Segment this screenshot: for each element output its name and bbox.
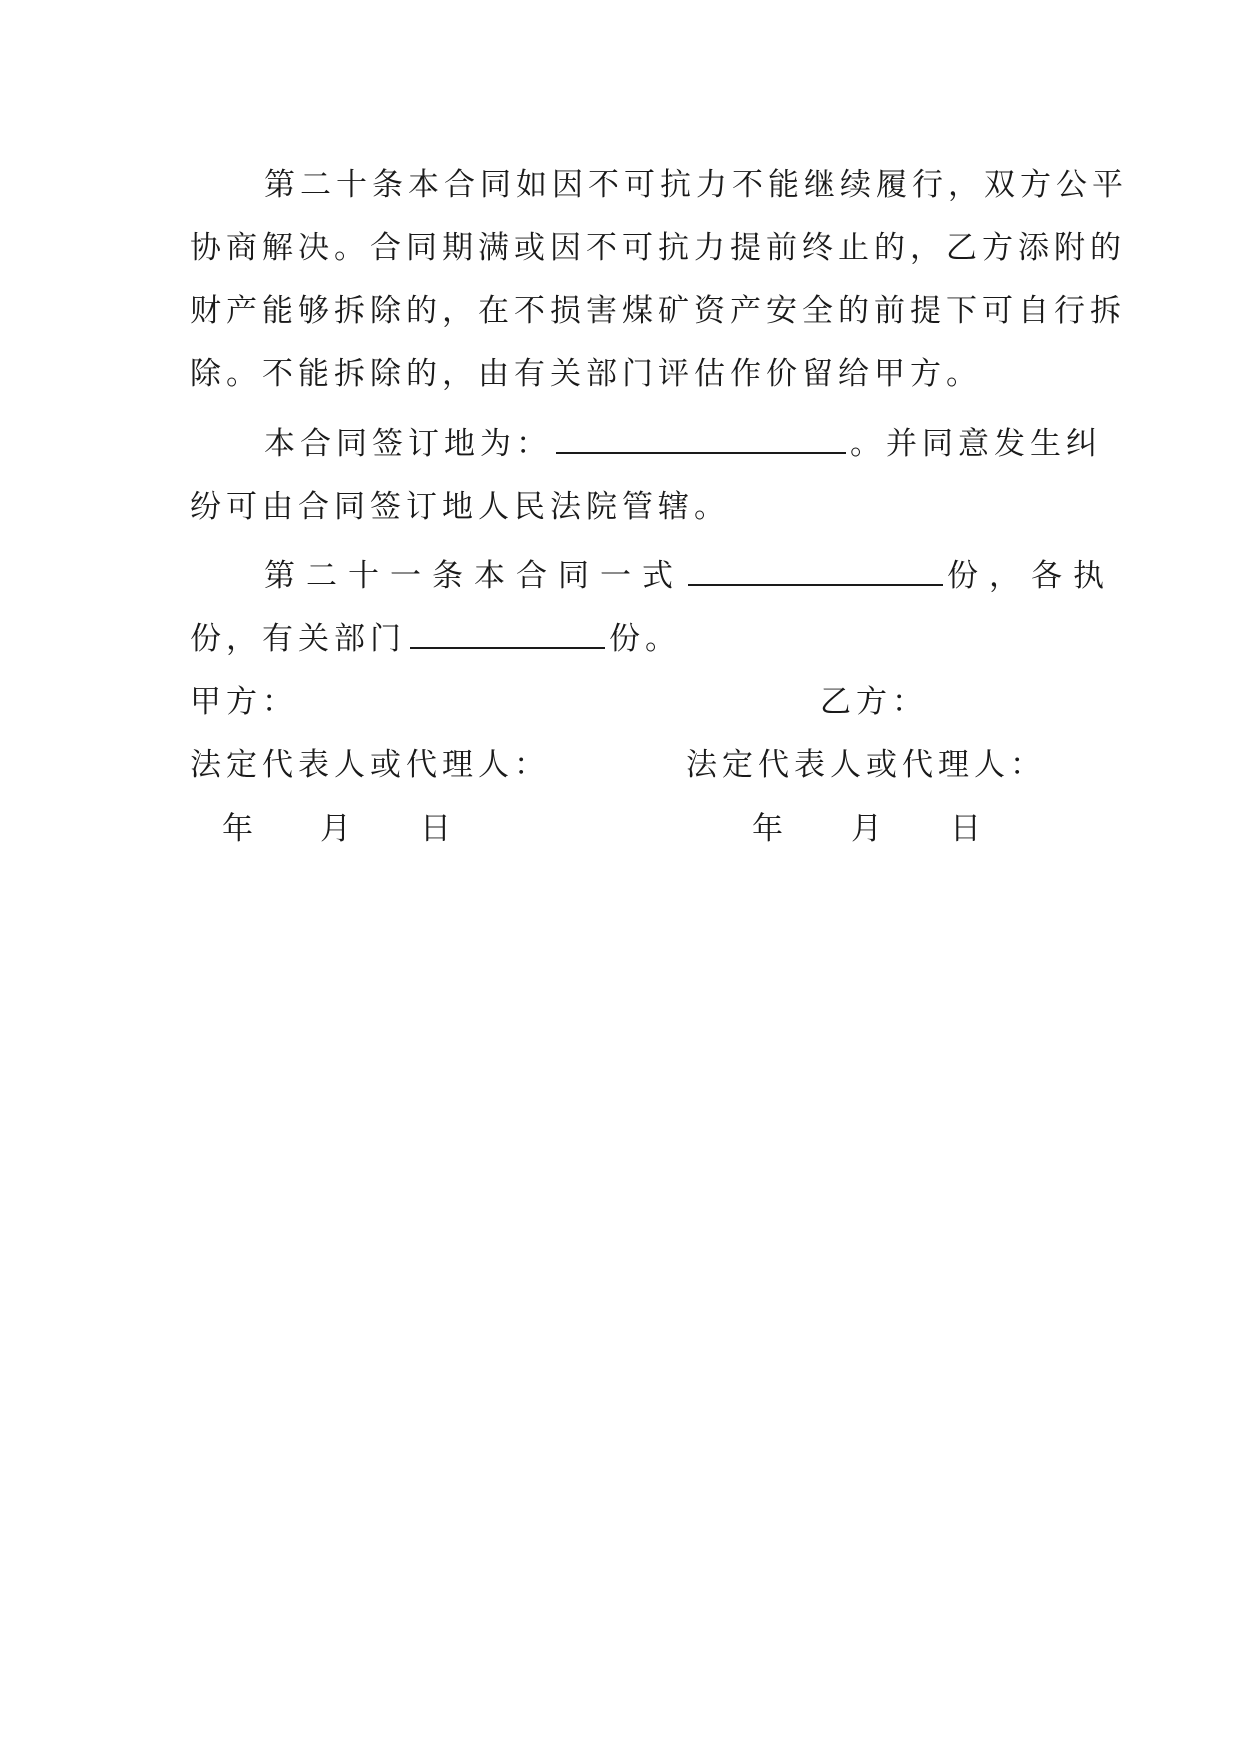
article-21-line-2-prefix: 份，有关部门 <box>190 621 406 657</box>
article-20-line-3: 财产能够拆除的，在不损害煤矿资产安全的前提下可自行拆 <box>190 293 1126 329</box>
party-a-month: 月 <box>320 811 351 847</box>
article-21-line-2-suffix: 份。 <box>609 621 681 657</box>
article-20-line-2: 协商解决。合同期满或因不可抗力提前终止的，乙方添附的 <box>190 230 1126 266</box>
party-b-month: 月 <box>851 811 882 847</box>
venue-line-2: 纷可由合同签订地人民法院管辖。 <box>190 489 730 525</box>
article-21-line-2 <box>190 619 681 659</box>
article-21-prefix: 第二十一条本合同一式 <box>264 558 684 594</box>
party-a-day: 日 <box>420 811 451 847</box>
article-20-line-4: 除。不能拆除的，由有关部门评估作价留给甲方。 <box>190 356 982 392</box>
party-b-day: 日 <box>950 811 981 847</box>
party-a-label: 甲方： <box>190 684 298 720</box>
article-21-line-1 <box>264 556 1115 596</box>
article-21-middle: 份，各执 <box>947 558 1115 594</box>
copies-total-blank[interactable] <box>688 556 943 586</box>
article-20-line-1: 第二十条本合同如因不可抗力不能继续履行，双方公平 <box>264 167 1128 203</box>
rep-b-label: 法定代表人或代理人： <box>686 747 1046 783</box>
venue-suffix: 。并同意发生纠 <box>850 426 1102 462</box>
copies-department-blank[interactable] <box>410 619 605 649</box>
rep-a-label: 法定代表人或代理人： <box>190 747 550 783</box>
party-a-year: 年 <box>222 811 253 847</box>
venue-prefix: 本合同签订地为： <box>264 426 552 462</box>
venue-line-1 <box>264 424 1102 464</box>
party-b-label: 乙方： <box>820 684 928 720</box>
venue-blank[interactable] <box>556 424 846 454</box>
party-b-year: 年 <box>752 811 783 847</box>
